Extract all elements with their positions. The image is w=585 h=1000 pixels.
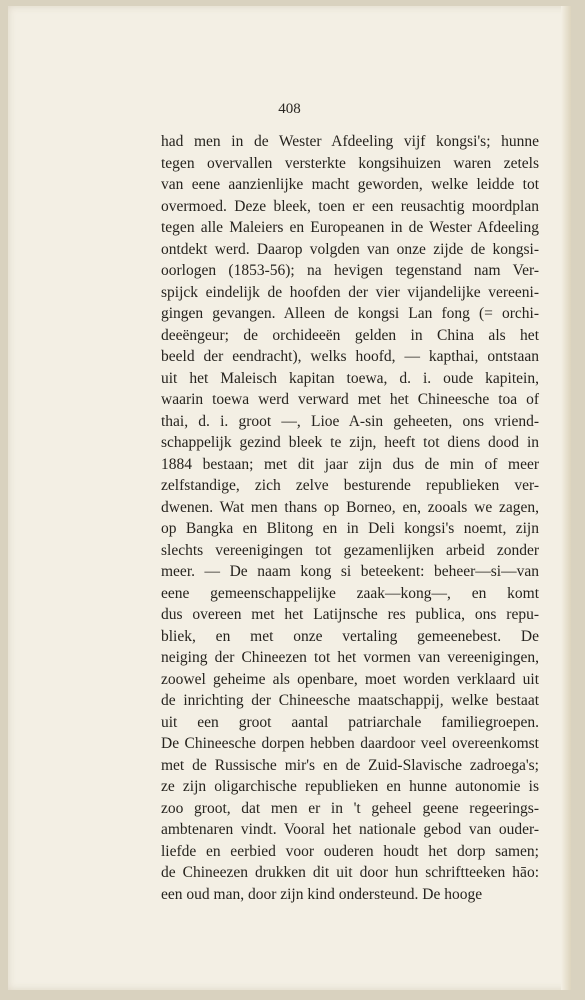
text-line: slechts vereenigingen tot gezamenlijken arbeid zonder xyxy=(161,541,539,559)
text-line: uit een groot aantal patriarchale familiegroepen. xyxy=(161,713,539,731)
text-line: thai, d. i. groot —, Lioe A-sin geheeten, ons vriend- xyxy=(161,412,539,430)
text-line: de Chineezen drukken dit uit door hun schriftteeken hāo: xyxy=(161,864,539,881)
text-line: schappelijk gezind bleek te zijn, heeft tot diens dood in xyxy=(161,434,539,451)
text-line: meer. — De naam kong si beteekent: beheer—si—van xyxy=(161,563,539,580)
text-line: waarin toewa werd verward met het Chineesche toa of xyxy=(161,391,539,408)
text-line: spijck eindelijk de hoofden der vier vijandelijke vereeni- xyxy=(161,283,539,301)
text-line: beeld der eendracht), welks hoofd, — kapthai, ontstaan xyxy=(161,348,539,365)
text-line: van eene aanzienlijke macht geworden, welke leidde tot xyxy=(161,176,539,193)
text-line: gingen gevangen. Alleen de kongsi Lan fong (= orchi- xyxy=(161,305,539,322)
text-line: uit het Maleisch kapitan toewa, d. i. oude kapitein, xyxy=(161,369,539,387)
text-line: zoo groot, dat men er in 't geheel geene regeerings- xyxy=(161,799,539,817)
text-line: bliek, en met onze vertaling gemeenebest. De xyxy=(161,627,539,645)
text-line: had men in de Wester Afdeeling vijf kongsi's; hunne xyxy=(161,133,539,150)
page-edge-shadow xyxy=(561,6,571,990)
page-number: 408 xyxy=(278,101,301,117)
text-line: de inrichting der Chineesche maatschappij, welke bestaat xyxy=(161,692,539,709)
text-line: liefde en eerbied voor ouderen houdt het dorp samen; xyxy=(161,842,539,860)
text-line: neiging der Chineezen tot het vormen van vereenigingen, xyxy=(161,649,539,666)
text-line: op Bangka en Blitong en in Deli kongsi's noemt, zijn xyxy=(161,520,539,537)
text-line: zelfstandige, zich zelve besturende republieken ver- xyxy=(161,477,539,494)
text-line: zoowel geheime als openbare, moet worden verklaard uit xyxy=(161,670,539,688)
text-line: ze zijn oligarchische republieken en hunne autonomie is xyxy=(161,778,539,795)
text-line: 1884 bestaan; met dit jaar zijn dus de min of meer xyxy=(161,455,539,473)
text-line: tegen overvallen versterkte kongsihuizen waren zetels xyxy=(161,154,539,172)
text-line: met de Russische mir's en de Zuid-Slavische zadroega's; xyxy=(161,756,539,774)
body-text xyxy=(161,131,539,905)
text-line: dus overeen met het Latijnsche res publica, ons repu- xyxy=(161,606,539,623)
book-page xyxy=(8,6,571,990)
text-line: De Chineesche dorpen hebben daardoor veel overeenkomst xyxy=(161,735,539,752)
text-line: ambtenaren vindt. Vooral het nationale gebod van ouder- xyxy=(161,821,539,838)
text-line: oorlogen (1853-56); na hevigen tegenstand nam Ver- xyxy=(161,262,539,279)
text-line: overmoed. Deze bleek, toen er een reusachtig moordplan xyxy=(161,197,539,215)
text-line: deeëngeur; de orchideeën gelden in China als het xyxy=(161,326,539,344)
text-line: een oud man, door zijn kind ondersteund. De hooge xyxy=(161,885,483,903)
text-line: tegen alle Maleiers en Europeanen in de Wester Afdeeling xyxy=(161,219,539,236)
text-line: ontdekt werd. Daarop volgden van onze zijde de kongsi- xyxy=(161,240,539,258)
text-line: dwenen. Wat men thans op Borneo, en, zooals we zagen, xyxy=(161,498,539,516)
text-line: eene gemeenschappelijke zaak—kong—, en komt xyxy=(161,584,539,602)
